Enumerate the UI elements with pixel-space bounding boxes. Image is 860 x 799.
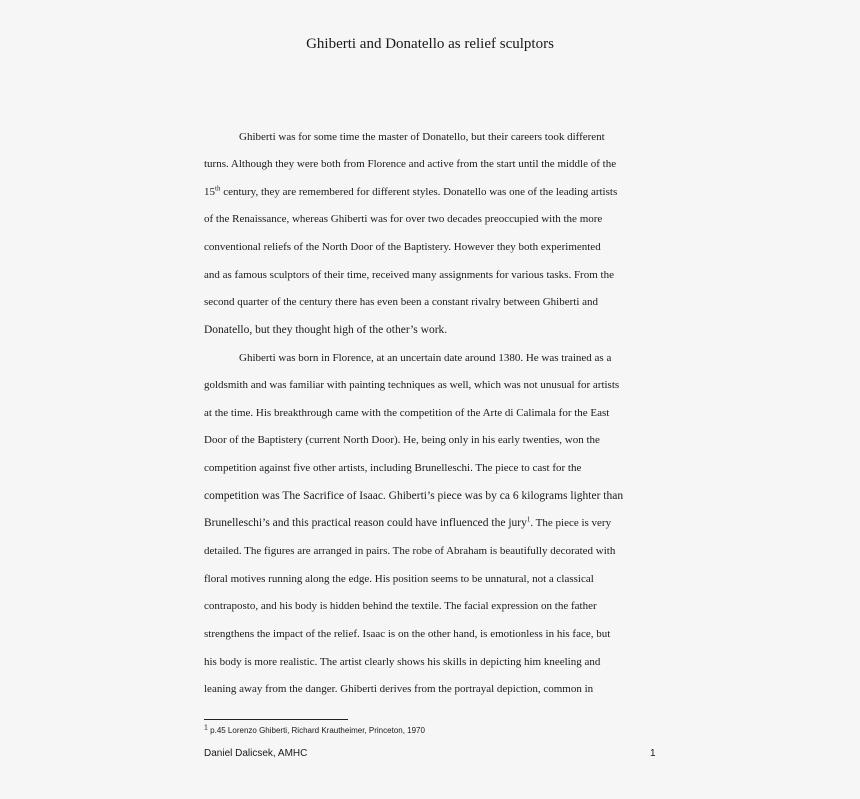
text-line: second quarter of the century there has even been a constant rivalry between Ghiberti and bbox=[204, 296, 599, 308]
line-text: Brunelleschi’s and this practical reason could have influenced the jury bbox=[204, 517, 527, 529]
text-line: conventional reliefs of the North Door of the Baptistery. However they both experimented bbox=[204, 241, 601, 253]
footnote-separator bbox=[204, 719, 348, 720]
text-line: leaning away from the danger. Ghiberti derives from the portrayal depiction, common in bbox=[204, 683, 594, 695]
text-line: competition against five other artists, including Brunelleschi. The piece to cast for the bbox=[204, 462, 582, 474]
text-line bbox=[204, 516, 660, 530]
footnote-reference[interactable]: 1 bbox=[526, 515, 531, 524]
text-line: Door of the Baptistery (current North Door). He, being only in his early twenties, won the bbox=[204, 434, 600, 446]
footnote bbox=[204, 726, 425, 735]
text-line: floral motives running along the edge. His position seems to be unnatural, not a classical bbox=[204, 573, 594, 585]
page-number: 1 bbox=[650, 748, 656, 759]
text-line: Ghiberti was born in Florence, at an uncertain date around 1380. He was trained as a bbox=[239, 352, 612, 364]
text-line: Ghiberti was for some time the master of Donatello, but their careers took different bbox=[239, 131, 605, 143]
text-line: turns. Although they were both from Florence and active from the start until the middle of the bbox=[204, 158, 617, 170]
text-line bbox=[204, 185, 660, 199]
line-text: . The piece is very bbox=[530, 517, 612, 529]
document-title: Ghiberti and Donatello as relief sculptors bbox=[306, 36, 554, 52]
text-line: and as famous sculptors of their time, received many assignments for various tasks. From the bbox=[204, 269, 614, 281]
ordinal-superscript: th bbox=[215, 184, 221, 193]
text-line: goldsmith and was familiar with painting techniques as well, which was not unusual for artists bbox=[204, 379, 620, 391]
footnote-number: 1 bbox=[204, 724, 208, 732]
text-line: his body is more realistic. The artist clearly shows his skills in depicting him kneeling and bbox=[204, 656, 601, 668]
text-line: detailed. The figures are arranged in pairs. The robe of Abraham is beautifully decorated with bbox=[204, 545, 616, 557]
line-text: century, they are remembered for different styles. Donatello was one of the leading artists bbox=[223, 186, 618, 198]
text-line: competition was The Sacrifice of Isaac. Ghiberti’s piece was by ca 6 kilograms lighter than bbox=[204, 490, 624, 502]
text-line: strengthens the impact of the relief. Isaac is on the other hand, is emotionless in his face, but bbox=[204, 628, 611, 640]
footer-author: Daniel Dalicsek, AMHC bbox=[204, 748, 308, 759]
text-line: Donatello, but they thought high of the other’s work. bbox=[204, 324, 448, 336]
text-line: at the time. His breakthrough came with the competition of the Arte di Calimala for the East bbox=[204, 407, 610, 419]
footnote-text: p.45 Lorenzo Ghiberti, Richard Krautheimer, Princeton, 1970 bbox=[210, 726, 425, 735]
century-number: 15 bbox=[204, 186, 215, 198]
text-line: contraposto, and his body is hidden behind the textile. The facial expression on the father bbox=[204, 600, 597, 612]
text-line: of the Renaissance, whereas Ghiberti was for over two decades preoccupied with the more bbox=[204, 213, 603, 225]
